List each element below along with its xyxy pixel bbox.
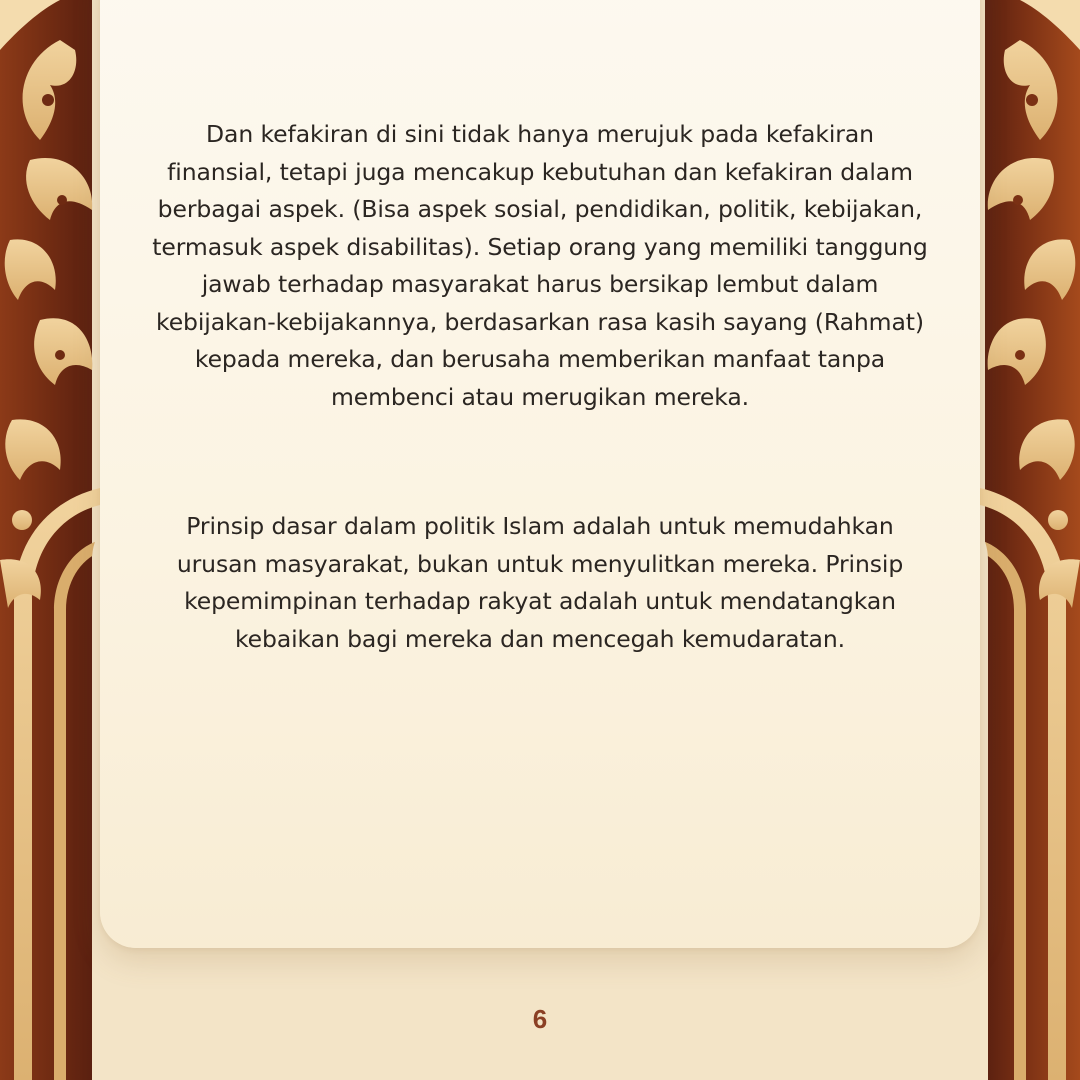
page-number: 6 (532, 1004, 548, 1034)
ornamental-frame-right (980, 0, 1080, 1080)
ornamental-frame-left (0, 0, 100, 1080)
paragraph-1: Dan kefakiran di sini tidak hanya merujuk pada kefakiran finansial, tetapi juga mencakup kebutuhan dan kefakiran dalam berbagai aspek. (Bisa aspek sosial, pendidikan, politik, kebijakan, termasuk aspek disabilitas). Setiap orang yang memiliki tanggung jawab terhadap masyarakat harus bersikap lembut dalam kebijakan-kebijakannya, berdasarkan rasa kasih sayang (Rahmat) kepada mereka, dan berusaha memberikan manfaat tanpa membenci atau merugikan mereka. (152, 120, 928, 411)
paragraph-2: Prinsip dasar dalam politik Islam adalah untuk memudahkan urusan masyarakat, bukan untuk menyulitkan mereka. Prinsip kepemimpinan terhadap rakyat adalah untuk mendatangkan kebaikan bagi mereka dan mencegah kemudaratan. (176, 512, 904, 653)
